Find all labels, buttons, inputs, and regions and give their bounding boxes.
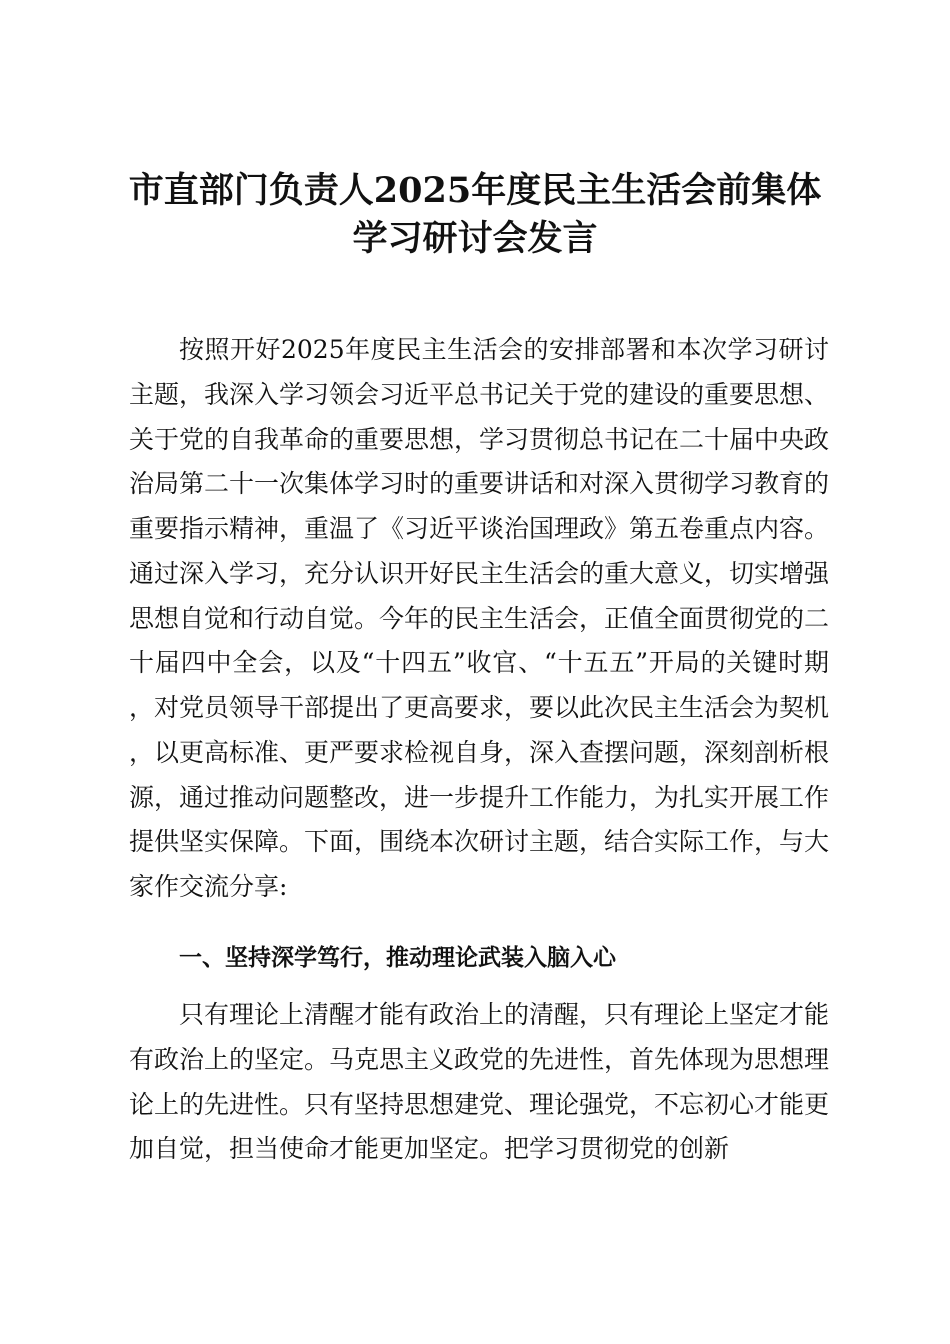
document-title-line-1: 市直部门负责人2025年度民主生活会前集体 bbox=[128, 170, 822, 211]
section-heading-1: 一、坚持深学笃行，推动理论武装入脑入心 bbox=[179, 945, 616, 971]
document-title-line-2: 学习研讨会发言 bbox=[352, 218, 598, 259]
intro-paragraph: 按照开好2025年度民主生活会的安排部署和本次学习研讨主题，我深入学习领会习近平总书记关于党的建设的重要思想、关于党的自我革命的重要思想，学习贯彻总书记在二十届中央政治局第二十一次集体学习时的重要讲话和对深入贯彻学习教育的重要指示精神，重温了《习近平谈治国理政》第五卷重点内容。通过深入学习，充分认识开好民主生活会的重大意义，切实增强思想自觉和行动自觉。今年的民主生活会，正值全面贯彻党的二十届四中全会，以及“十四五”收官、“十五五”开局的关键时期，对党员领导干部提出了更高要求，要以此次民主生活会为契机，以更高标准、更严要求检视自身，深入查摆问题，深刻剖析根源，通过推动问题整改，进一步提升工作能力，为扎实开展工作提供坚实保障。下面，围绕本次研讨主题，结合实际工作，与大家作交流分享: bbox=[129, 335, 830, 901]
section-1-paragraph: 只有理论上清醒才能有政治上的清醒，只有理论上坚定才能有政治上的坚定。马克思主义政党的先进性，首先体现为思想理论上的先进性。只有坚持思想建党、理论强党，不忘初心才能更加自觉，担当使命才能更加坚定。把学习贯彻党的创新 bbox=[129, 1000, 830, 1164]
